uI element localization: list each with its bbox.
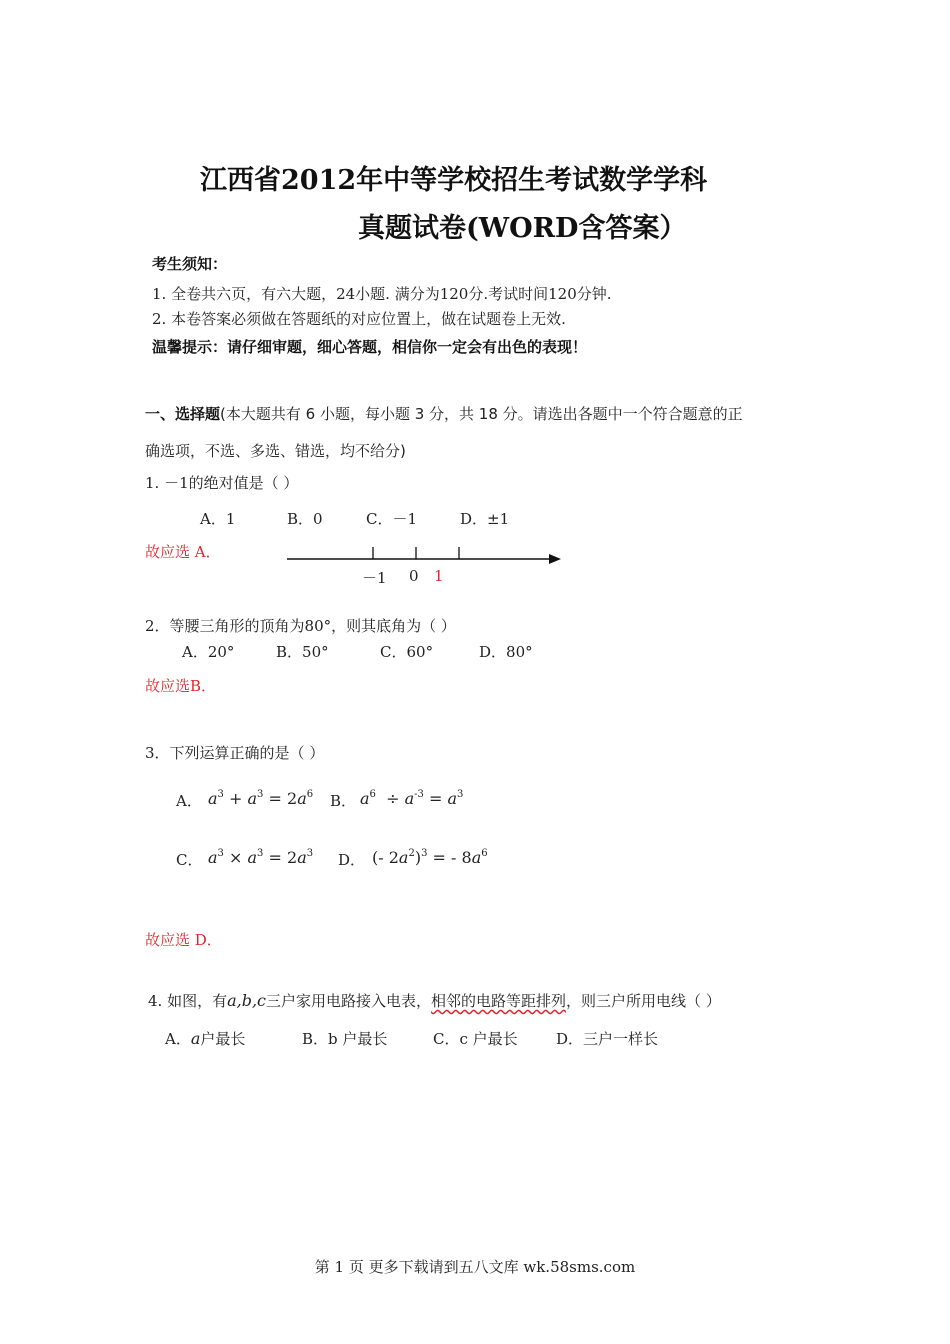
q4-option-d: D．三户一样长 [556, 1030, 659, 1048]
q3-option-d-letter: D． [338, 851, 366, 869]
q2-answer: 故应选B． [145, 677, 217, 695]
q3-option-b-letter: B． [330, 792, 357, 810]
section1-heading: 一、选择题 [145, 405, 221, 423]
section1-desc-line1: (本大题共有 6 小题，每小题 3 分，共 18 分。请选出各题中一个符合题意的正 [220, 405, 743, 423]
notice-tip: 温馨提示：请仔细审题，细心答题，相信你一定会有出色的表现！ [152, 338, 588, 356]
q4-stem [148, 990, 721, 1011]
notice-item-2: 2. 本卷答案必须做在答题纸的对应位置上，做在试题卷上无效. [152, 310, 566, 328]
q2-option-c: C．60° [380, 643, 434, 661]
section1-header [145, 403, 743, 424]
q4-option-a-label: 户最长 [200, 1030, 246, 1048]
q3-answer: 故应选 D． [145, 931, 222, 949]
q1-option-b: B．0 [287, 510, 323, 528]
q4-stem-underlined: 相邻的电路等距排列 [431, 992, 567, 1010]
arrow-right-icon [549, 554, 561, 564]
q2-option-a: A．20° [182, 643, 235, 661]
q4-stem-prefix: 4. 如图，有 [148, 992, 228, 1010]
q3-option-c-letter: C． [176, 851, 203, 869]
q1-option-a: A．1 [200, 510, 236, 528]
q2-stem: 2．等腰三角形的顶角为80°，则其底角为（ ） [145, 617, 456, 635]
q3-option-a-formula: $a^3 + a^3 = 2a^6$ [208, 789, 314, 808]
q4-stem-vars: a,b,c [227, 991, 267, 1010]
q4-option-a [165, 1028, 245, 1049]
q4-stem-suffix: ，则三户所用电线（ ） [566, 992, 721, 1010]
number-line-label-one: 1 [434, 567, 444, 585]
q3-stem: 3．下列运算正确的是（ ） [145, 744, 325, 762]
q1-stem: 1. －1的绝对值是（ ） [145, 474, 299, 492]
page-title-line1: 江西省2012年中等学校招生考试数学学科 [200, 165, 708, 196]
q4-stem-mid: 三户家用电路接入电表， [266, 992, 432, 1010]
q1-option-c: C．－1 [366, 510, 418, 528]
q1-answer: 故应选 A． [145, 543, 221, 561]
notice-heading: 考生须知： [152, 255, 228, 273]
q4-option-b: B．b 户最长 [302, 1030, 388, 1048]
number-line-label-zero: 0 [409, 567, 419, 585]
notice-item-1: 1. 全卷共六页，有六大题，24小题. 满分为120分.考试时间120分钟. [152, 285, 612, 303]
number-line [285, 542, 565, 568]
q2-option-d: D．80° [479, 643, 533, 661]
q3-option-a-letter: A． [176, 792, 202, 810]
q4-option-a-var: a [190, 1029, 201, 1048]
q1-option-d: D．±1 [460, 510, 510, 528]
q3-option-b-formula: $a^6 \div a^{-3} = a^3$ [360, 789, 464, 808]
page-footer: 第 1 页 更多下载请到五八文库 wk.58sms.com [314, 1258, 636, 1276]
page-title-line2: 真题试卷(WORD含答案） [358, 213, 687, 244]
q3-option-d-formula: (- $2a^2)^3$ = - $8a^6$ [372, 848, 488, 867]
section1-desc-line2: 确选项，不选、多选、错选，均不给分) [145, 442, 406, 460]
q2-option-b: B．50° [276, 643, 329, 661]
q4-option-a-prefix: A． [165, 1030, 191, 1048]
number-line-label-minus-one: －1 [362, 569, 387, 587]
q3-option-c-formula: $a^3 \times a^3 = 2a^3$ [208, 848, 314, 867]
q4-option-c: C．c 户最长 [433, 1030, 518, 1048]
